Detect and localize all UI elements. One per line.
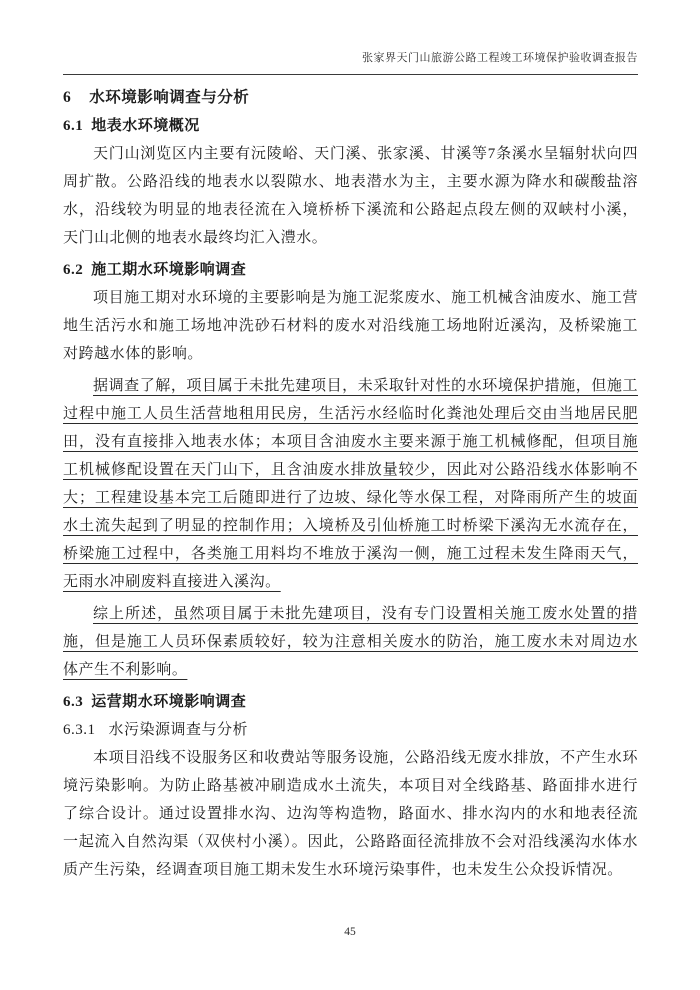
paragraph-operation-pollution-source: 本项目沿线不设服务区和收费站等服务设施，公路沿线无废水排放，不产生水环境污染影响。为防止路基被冲刷造成水土流失，本项目对全线路基、路面排水进行了综合设计。通过设置排水沟、边沟等构造物，路面水、排水沟内的水和地表径流一起流入自然沟渠（双侠村小溪）。因此，公路路面径流排放不会对沿线溪沟水体水质产生污染，经调查项目施工期未发生水环境污染事件，也未发生公众投诉情况。 [63, 750, 638, 878]
chapter-title: 水环境影响调查与分析 [89, 89, 250, 106]
paragraph-surface-water-overview: 天门山浏览区内主要有沅陵峪、天门溪、张家溪、甘溪等7条溪水呈辐射状向四周扩散。公路沿线的地表水以裂隙水、地表潜水为主，主要水源为降水和碳酸盐溶水，沿线较为明显的地表径流在入境桥桥下溪流和公路起点段左侧的双峡村小溪，天门山北侧的地表水最终均汇入澧水。 [63, 146, 638, 246]
chapter-heading [63, 88, 638, 108]
chapter-number: 6 [63, 89, 72, 106]
section-number-6-1: 6.1 [63, 118, 84, 134]
section-heading-6-2 [63, 261, 638, 280]
page-number: 45 [344, 926, 356, 938]
subsection-number-6-3-1: 6.3.1 [63, 722, 96, 738]
section-heading-6-3 [63, 693, 638, 712]
paragraph-construction-investigation-underlined: 据调查了解，项目属于未批先建项目，未采取针对性的水环境保护措施，但施工过程中施工人员生活营地租用民房，生活污水经临时化粪池处理后交由当地居民肥田，没有直接排入地表水体；本项目含油废水主要来源于施工机械修配，但项目施工机械修配设置在天门山下，且含油废水排放量较少，因此对公路沿线水体影响不大；工程建设基本完工后随即进行了边坡、绿化等水保工程，对降雨所产生的坡面水土流失起到了明显的控制作用；入境桥及引仙桥施工时桥梁下溪沟无水流存在，桥梁施工过程中，各类施工用料均不堆放于溪沟一侧，施工过程未发生降雨天气，无雨水冲刷废料直接进入溪沟。 [63, 378, 638, 590]
section-title-6-1: 地表水环境概况 [91, 118, 200, 134]
paragraph-construction-conclusion-underlined: 综上所述，虽然项目属于未批先建项目，没有专门设置相关施工废水处置的措施，但是施工人员环保素质较好，较为注意相关废水的防治，施工废水未对周边水体产生不利影响。 [63, 606, 638, 678]
paragraph-construction-impact-intro: 项目施工期对水环境的主要影响是为施工泥浆废水、施工机械含油废水、施工营地生活污水和施工场地冲洗砂石材料的废水对沿线施工场地附近溪沟，及桥梁施工对跨越水体的影响。 [63, 290, 638, 362]
section-title-6-3: 运营期水环境影响调查 [91, 694, 247, 710]
section-number-6-2: 6.2 [63, 262, 84, 278]
section-number-6-3: 6.3 [63, 694, 84, 710]
report-header: 张家界天门山旅游公路工程竣工环境保护验收调查报告 [63, 52, 638, 75]
section-title-6-2: 施工期水环境影响调查 [91, 262, 247, 278]
subsection-heading-6-3-1 [63, 721, 638, 740]
section-heading-6-1 [63, 117, 638, 136]
subsection-title-6-3-1: 水污染源调查与分析 [108, 722, 249, 738]
